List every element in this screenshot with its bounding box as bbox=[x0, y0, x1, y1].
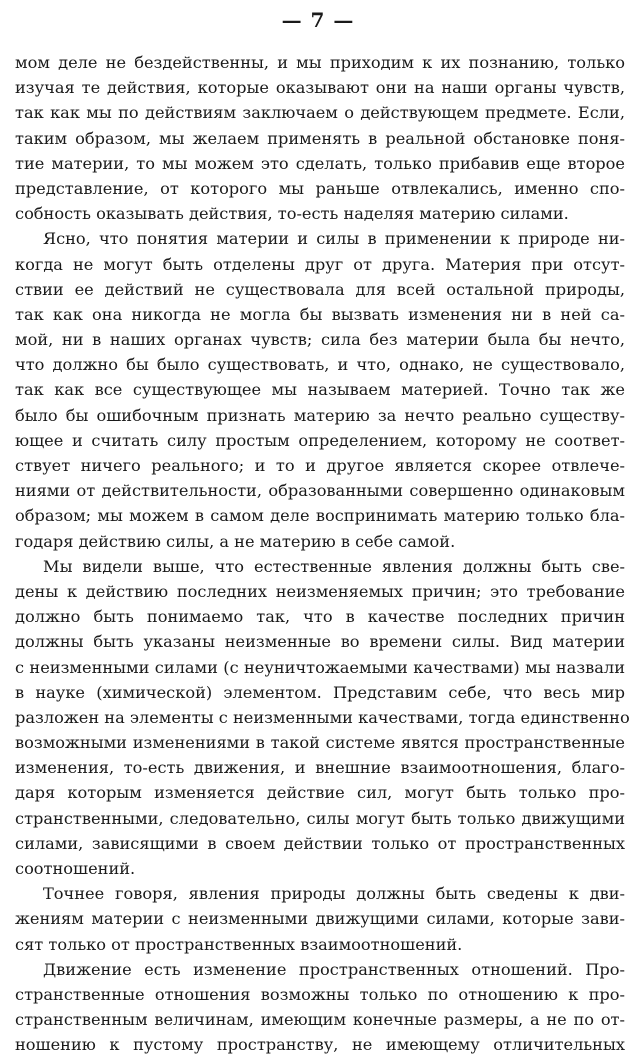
text-line: в науке (химической) элементом. Представим себе, что весь мир bbox=[15, 682, 625, 702]
text-line: было бы ошибочным признать материю за нечто реально существу- bbox=[15, 405, 625, 425]
text-line: дены к действию последних неизменяемых причин; это требование bbox=[15, 581, 625, 601]
paragraph bbox=[15, 226, 625, 553]
text-line: мом деле не бездейственны, и мы приходим к их познанию, только bbox=[15, 53, 625, 72]
text-line: сят только от пространственных взаимоотношений. bbox=[15, 934, 463, 954]
text-line: ствует ничего реального; и то и другое является скорее отвлече- bbox=[15, 456, 625, 475]
paragraph bbox=[15, 50, 625, 226]
text-line: возможными изменениями в такой системе явятся пространственные bbox=[15, 733, 625, 753]
text-line: ниями от действительности, образованными совершенно одинаковым bbox=[15, 481, 625, 501]
paragraph bbox=[15, 957, 625, 1058]
text-line: должны быть указаны неизменные во времени силы. Вид материи bbox=[15, 632, 625, 652]
page-number: — 7 — bbox=[281, 8, 355, 32]
text-line: ющее и считать силу простым определением, которому не соответ- bbox=[15, 430, 625, 450]
text-line: таким образом, мы желаем применять в реальной обстановке поня- bbox=[15, 128, 625, 148]
text-line: странственные отношения возможны только по отношению к про- bbox=[15, 984, 625, 1004]
text-line: образом; мы можем в самом деле воспринимать материю только бла- bbox=[15, 506, 625, 526]
text-line: даря которым изменяется действие сил, могут быть только про- bbox=[15, 783, 625, 803]
text-line: тие материи, то мы можем это сделать, только прибавив еще второе bbox=[15, 153, 625, 173]
text-line: жениям материи с неизменными движущими силами, которые зави- bbox=[15, 909, 625, 929]
text-line: мой, ни в наших органах чувств; сила без материи была бы нечто, bbox=[15, 330, 625, 350]
text-line: странственным величинам, имеющим конечные размеры, а не по от- bbox=[15, 1010, 625, 1030]
text-line: соотношений. bbox=[15, 859, 136, 878]
text-line: так как все существующее мы называем материей. Точно так же bbox=[15, 380, 625, 400]
text-line: Точнее говоря, явления природы должны быть сведены к дви- bbox=[43, 884, 625, 904]
text-line: представление, от которого мы раньше отвлекались, именно спо- bbox=[15, 178, 625, 198]
text-line: годаря действию силы, а не материю в себе самой. bbox=[15, 531, 456, 551]
text-line: Движение есть изменение пространственных отношений. Про- bbox=[43, 959, 625, 979]
paragraph bbox=[15, 881, 625, 957]
text-line: должно быть понимаемо так, что в качестве последних причин bbox=[15, 607, 625, 627]
text-body bbox=[15, 50, 630, 1058]
text-line: собность оказывать действия, то-есть наделяя материю силами. bbox=[15, 204, 569, 224]
text-line: с неизменными силами (с неуничтожаемыми качествами) мы назвали bbox=[15, 657, 625, 677]
text-line: разложен на элементы с неизменными качествами, тогда единственно bbox=[15, 707, 630, 727]
text-line: силами, зависящими в своем действии только от пространственных bbox=[15, 833, 625, 853]
text-line: изучая те действия, которые оказывают они на наши органы чувств, bbox=[15, 78, 625, 98]
text-line: ствии ее действий не существовала для всей остальной природы, bbox=[15, 279, 625, 299]
text-line: Ясно, что понятия материи и силы в применении к природе ни- bbox=[43, 229, 625, 249]
text-line: Мы видели выше, что естественные явления должны быть све- bbox=[43, 556, 625, 576]
text-line: когда не могут быть отделены друг от друга. Материя при отсут- bbox=[15, 254, 625, 274]
paragraph bbox=[15, 554, 630, 881]
text-line: так как она никогда не могла бы вызвать изменения ни в ней са- bbox=[15, 304, 625, 324]
text-line: ношению к пустому пространству, не имеющему отличительных bbox=[15, 1035, 625, 1055]
text-line: странственными, следовательно, силы могут быть только движущими bbox=[15, 808, 625, 828]
text-line: так как мы по действиям заключаем о действующем предмете. Если, bbox=[15, 103, 625, 123]
text-line: изменения, то-есть движения, и внешние взаимоотношения, благо- bbox=[15, 758, 625, 778]
text-line: что должно бы было существовать, и что, однако, не существовало, bbox=[15, 355, 625, 375]
